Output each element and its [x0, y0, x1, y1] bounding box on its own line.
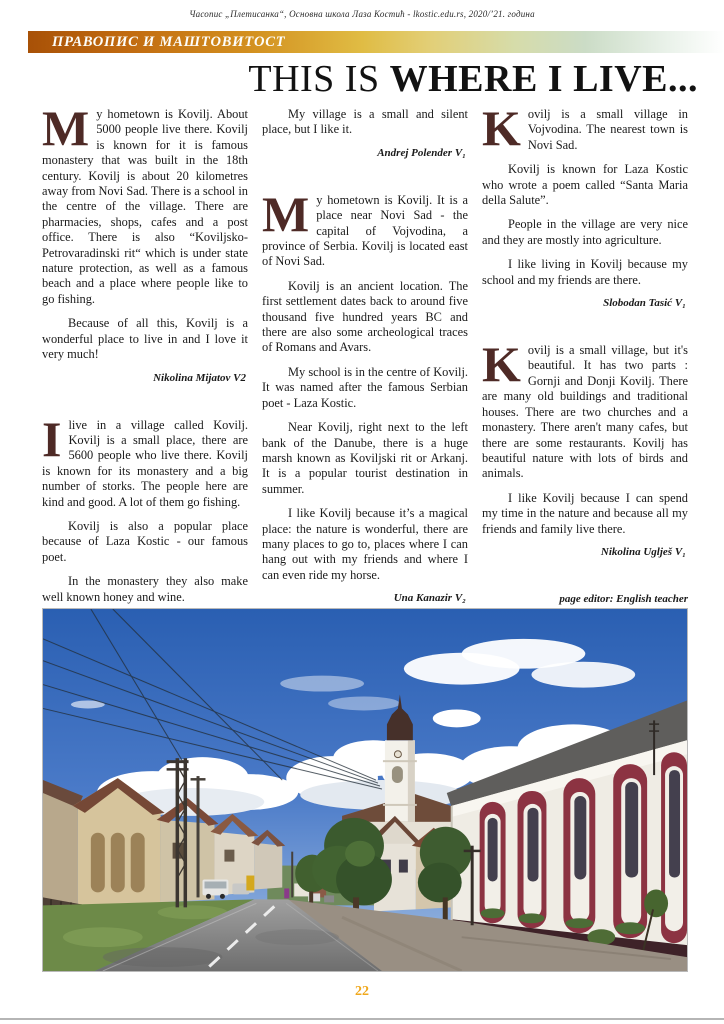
article-paragraph: I like Kovilj because it’s a magical place: the nature is wonderful, there are many places to go to, places where I can hang out with my friends and where I can even ride my horse.: [262, 506, 468, 582]
article-paragraph: My hometown is Kovilj. About 5000 people live there. Kovilj is known for it is famous monastery that was built in the 18th century. Kovilj is about 20 kilometres away from Novi Sad. There is a school in the centre of the village. There are pharmacies, shops, cafes and a post office. There is also “Koviljsko-Petrovaradinski rit“ which is under state nature protection, as well as a famous beach and a place where people like to go fishing.: [42, 100, 248, 306]
author-byline: Nikolina Mijatov V2: [153, 371, 246, 384]
village-street-photo: [42, 608, 688, 972]
page-title-regular: THIS IS: [248, 58, 390, 100]
article-paragraph: My school is in the centre of Kovilj. It was named after the famous Serbian poet - Laza Kostic.: [262, 364, 468, 410]
article-paragraph: Kovilj is a small village, but it's beautiful. It has two parts : Gornji and Donji Kovilj. There are many old buildings and traditional houses. There are two churches and a monastery. There aren't many cafes, but there are some restaurants. Kovilj has beautiful nature with lots of birds and animals.: [482, 336, 688, 481]
author-byline: Andrej Polender V₁: [377, 146, 466, 159]
author-byline: Nikolina Uglješ V₁: [600, 545, 686, 558]
column-3: [482, 100, 688, 654]
page-title: [248, 57, 698, 101]
article-paragraph: Ilive in a village called Kovilj. Kovilj is a small place, there are 5600 people who live there. Kovilj is known for its monastery and a big number of storks. The people here are kind and good. A lot of them go fishing.: [42, 410, 248, 509]
article-paragraph: Near Kovilj, right next to the left bank of the Danube, there is a huge marsh known as Koviljski rit or Arkanj. It is a popular tourist destination in summer.: [262, 420, 468, 496]
article-paragraph: My hometown is Kovilj. It is a place near Novi Sad - the capital of Vojvodina, a province of Serbia. Kovilj is located east of Novi Sad.: [262, 185, 468, 269]
page-number: 22: [355, 984, 369, 999]
article-paragraph: In the monastery they also make well known honey and wine.: [42, 574, 248, 604]
page-title-bold: WHERE I LIVE...: [389, 58, 698, 100]
article-paragraph: Kovilj is also a popular place because of Laza Kostic - our famous poet.: [42, 518, 248, 564]
article-paragraph: My village is a small and silent place, but I like it.: [262, 107, 468, 137]
author-byline: Una Kanazir V₂: [393, 592, 466, 605]
column-1: [42, 100, 248, 654]
masthead-text: Часопис „Плетисанка“, Основна школа Лаза Костић - lkostic.edu.rs, 2020/’21. година: [189, 9, 535, 19]
article-paragraph: Because of all this, Kovilj is a wonderful place to live in and I love it very much!: [42, 316, 248, 362]
article-paragraph: Kovilj is an ancient location. The first settlement dates back to around five thousand five hundred years BC and there are also some archeological traces of Romans and Avars.: [262, 278, 468, 355]
village-street-photo-canvas: [43, 609, 687, 971]
drop-cap: I: [42, 410, 62, 467]
footer-rule: [0, 1018, 724, 1020]
page-editor-credit: page editor: English teacher: [559, 592, 688, 605]
section-banner-label: ПРАВОПИС И МАШТОВИТОСТ: [52, 34, 286, 50]
article-paragraph: I like living in Kovilj because my school and my friends are there.: [482, 257, 688, 287]
articles-region: [42, 100, 688, 654]
article-paragraph: I like Kovilj because I can spend my time in the nature and because all my friends and family live there.: [482, 490, 688, 536]
column-2: [262, 107, 468, 654]
drop-cap: M: [262, 185, 310, 242]
article-paragraph: People in the village are very nice and they are mostly into agriculture.: [482, 217, 688, 247]
drop-cap: K: [482, 100, 521, 156]
section-banner: [28, 31, 724, 53]
article-paragraph: Kovilj is known for Laza Kostic who wrote a poem called “Santa Maria della Salute”.: [482, 162, 688, 208]
drop-cap: M: [42, 100, 90, 156]
article-paragraph: Kovilj is a small village in Vojvodina. The nearest town is Novi Sad.: [482, 100, 688, 156]
author-byline: Slobodan Tasić V₁: [603, 297, 686, 310]
drop-cap: K: [482, 336, 521, 393]
